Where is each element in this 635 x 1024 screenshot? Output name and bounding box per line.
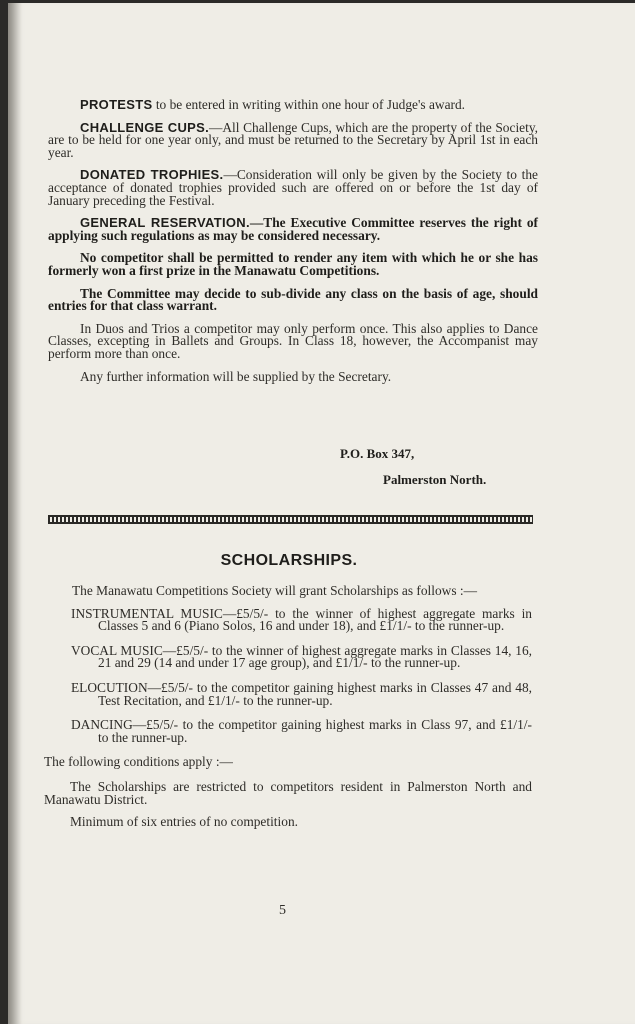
rule-heading: GENERAL RESERVATION.	[80, 215, 250, 231]
rule-text: —The Executive Committee reserves the right of applying such regulations as may be considered necessary.	[48, 215, 538, 243]
rule-challenge-cups	[48, 119, 538, 160]
rule-subdivide-class: The Committee may decide to sub-divide any class on the basis of age, should entries for that class warrant.	[48, 285, 538, 314]
scholarships-title: SCHOLARSHIPS.	[220, 552, 358, 569]
rule-general-reservation	[48, 217, 538, 242]
book-page	[8, 3, 635, 1024]
rule-no-repeat-winner: No competitor shall be permitted to render any item with which he or she has formerly won a first prize in the Manawatu Competitions.	[48, 250, 538, 278]
rule-text: —Consideration will only be given by the Society to the acceptance of donated trophies provided such are offered on or before the 1st day of January preceding the Festival.	[48, 167, 538, 208]
rule-further-info: Any further information will be supplied by the Secretary.	[80, 368, 392, 384]
section-divider	[48, 515, 533, 524]
address-city: Palmerston North.	[383, 472, 487, 487]
rule-heading: DONATED TROPHIES.	[80, 167, 224, 183]
address-po-box: P.O. Box 347,	[340, 446, 415, 461]
rule-heading: CHALLENGE CUPS.	[80, 119, 209, 135]
rules-section	[48, 99, 538, 393]
page-number: 5	[279, 903, 286, 918]
scholarships-intro: The Manawatu Competitions Society will grant Scholarships as follows :—	[72, 583, 478, 598]
scholarships-section	[44, 585, 532, 839]
rule-protests	[48, 99, 538, 112]
spine-shadow	[8, 3, 22, 1024]
condition-residency: The Scholarships are restricted to competitors resident in Palmerston North and Manawatu District.	[44, 778, 532, 807]
scholarship-item-vocal: VOCAL MUSIC—£5/5/- to the winner of highest aggregate marks in Classes 14, 16, 21 and 29 (14 and under 17 age group), and £1/1/- to the runner-up.	[71, 642, 532, 671]
condition-min-entries: Minimum of six entries of no competition.	[70, 814, 298, 830]
rule-duos-trios: In Duos and Trios a competitor may only perform once. This also applies to Dance Classes, excepting in Ballets and Groups. In Class 18, however, the Accompanist may perform more than once.	[48, 320, 538, 361]
scholarship-item-dancing: DANCING—£5/5/- to the competitor gaining highest marks in Class 97, and £1/1/- to the runner-up.	[71, 717, 532, 745]
rule-text: —All Challenge Cups, which are the property of the Society, are to be held for one year only, and must be returned to the Secretary by April 1st in each year.	[48, 119, 538, 160]
rule-heading: PROTESTS	[80, 97, 153, 112]
scholarship-item-elocution: ELOCUTION—£5/5/- to the competitor gaining highest marks in Classes 47 and 48, Test Recitation, and £1/1/- to the runner-up.	[71, 679, 532, 708]
rule-donated-trophies	[48, 169, 538, 207]
rule-text: to be entered in writing within one hour of Judge's award.	[152, 97, 466, 112]
scholarship-item-instrumental: INSTRUMENTAL MUSIC—£5/5/- to the winner of highest aggregate marks in Classes 5 and 6 (Piano Solos, 16 and under 18), and £1/1/- to the runner-up.	[71, 605, 532, 634]
conditions-intro: The following conditions apply :—	[44, 754, 233, 770]
